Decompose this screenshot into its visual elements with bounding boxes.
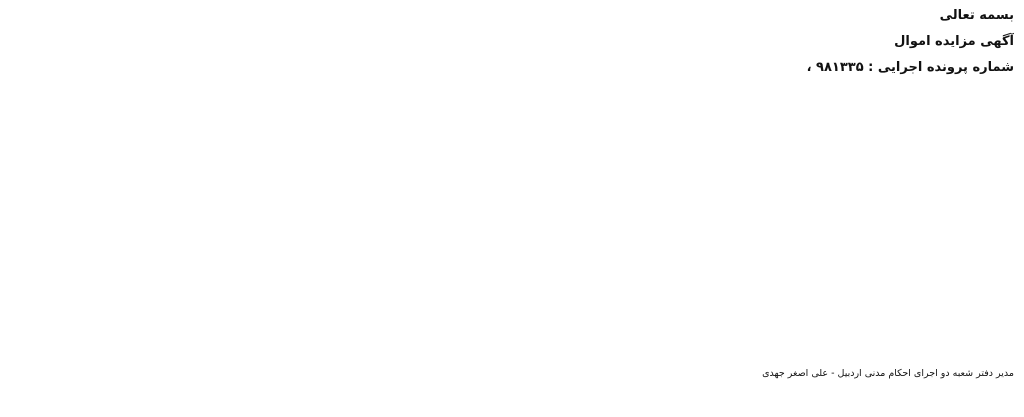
invocation-heading: بسمه تعالی — [939, 8, 1014, 23]
signature-line: مدیر دفتر شعبه دو اجرای احکام مدنی اردبیل - علی اصغر جهدی — [762, 368, 1014, 379]
case-number: شماره پرونده اجرایی : ۹۸۱۳۳۵ ، — [806, 60, 1014, 75]
auction-terms-paragraph — [14, 303, 1014, 363]
property-description-paragraph — [14, 152, 1014, 297]
plaintiff-defendant-paragraph — [14, 86, 1014, 146]
notice-title: آگهی مزایده اموال — [894, 34, 1014, 49]
